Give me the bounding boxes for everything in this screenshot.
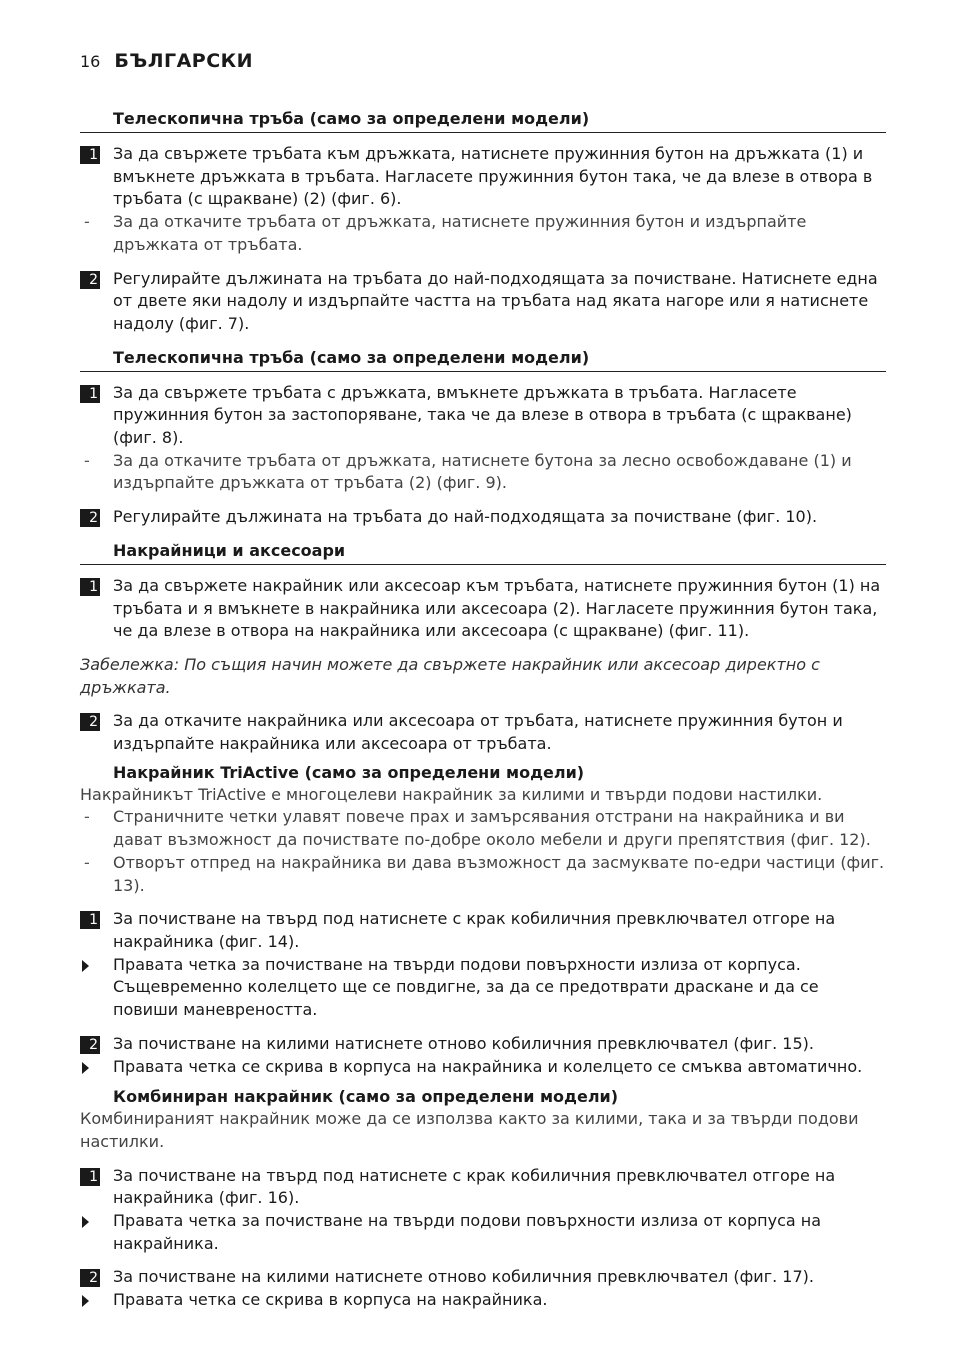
section-title: Накрайник TriActive (само за определени модели)	[113, 762, 585, 782]
dash-marker: -	[84, 212, 90, 232]
step-text: За да свържете накрайник или аксесоар към тръбата, натиснете пружинния бутон (1) на тръбата и я вмъкнете в накрайника или аксесоара (2). Нагласете пружинния бутон така, че да влезе в отвора на накрайника или аксесоара (с щракване) (фиг. 11).	[113, 575, 881, 641]
result-item	[80, 1289, 886, 1314]
step-text: За почистване на твърд под натиснете с крак кобиличния превключвател отгоре на накрайника (фиг. 14).	[113, 909, 836, 951]
result-text: Правата четка за почистване на твърди подови повърхности излиза от корпуса на накрайника.	[113, 1211, 822, 1253]
step-number: 2	[80, 1036, 100, 1054]
result-item	[80, 954, 886, 1022]
step-item	[80, 1266, 886, 1289]
result-text: Правата четка се скрива в корпуса на накрайника.	[113, 1290, 548, 1310]
step-number: 1	[80, 578, 100, 596]
dash-text: За да откачите тръбата от дръжката, натиснете бутона за лесно освобождаване (1) и издърпайте дръжката от тръбата (2) (фиг. 9).	[113, 450, 852, 493]
step-number: 2	[80, 509, 100, 527]
step-item	[80, 710, 886, 755]
dash-text: Страничните четки улавят повече прах и замърсявания отстрани на накрайника и ви дават възможност да почиствате по-добре около мебели и други препятствия (фиг. 12).	[113, 807, 871, 850]
section-title: Комбиниран накрайник (само за определени модели)	[113, 1087, 619, 1107]
step-item	[80, 1033, 886, 1056]
step-text: Регулирайте дължината на тръбата до най-подходящата за почистване. Натиснете една от двете яки надолу и издърпайте частта на тръбата над яката нагоре или я натиснете надолу (фиг. 7).	[113, 268, 878, 333]
step-text: Регулирайте дължината на тръбата до най-подходящата за почистване (фиг. 10).	[113, 507, 818, 527]
triangle-bullet-icon	[82, 1062, 89, 1074]
step-item	[80, 268, 886, 336]
result-text: Правата четка се скрива в корпуса на накрайника и колелцето се смъква автоматично.	[113, 1056, 863, 1076]
dash-item	[80, 211, 886, 256]
step-item	[80, 143, 886, 211]
page-content	[80, 108, 886, 1314]
step-text: За да свържете тръбата с дръжката, вмъкнете дръжката в тръбата. Нагласете пружинния бутон за застопоряване, така че да влезе в отвора в тръбата (с щракване) (фиг. 8).	[113, 382, 852, 448]
dash-marker: -	[84, 807, 90, 827]
dash-item	[80, 450, 886, 495]
dash-item	[80, 806, 886, 851]
section-title: Накрайници и аксесоари	[80, 540, 886, 565]
step-number: 2	[80, 271, 100, 289]
dash-marker: -	[84, 450, 90, 470]
intro-text: Накрайникът TriActive е многоцелеви накрайник за килими и твърди подови настилки.	[80, 784, 823, 804]
step-text: За да откачите накрайника или аксесоара от тръбата, натиснете пружинния бутон и издърпайте накрайника или аксесоара от тръбата.	[113, 711, 843, 754]
step-item	[80, 506, 886, 529]
result-item	[80, 1210, 886, 1255]
step-text: За почистване на твърд под натиснете с крак кобиличния превключвател отгоре на накрайника (фиг. 16).	[113, 1165, 836, 1208]
step-item	[80, 575, 886, 643]
section-title: Телескопична тръба (само за определени модели)	[80, 347, 886, 372]
note-text: Забележка: По същия начин можете да свържете накрайник или аксесоар директно с дръжката.	[80, 654, 820, 697]
step-number: 2	[80, 713, 100, 731]
triangle-bullet-icon	[82, 1216, 89, 1228]
step-number: 2	[80, 1269, 100, 1287]
step-item	[80, 1165, 886, 1210]
step-item	[80, 382, 886, 450]
step-text: За почистване на килими натиснете отново кобиличния превключвател (фиг. 17).	[113, 1267, 814, 1287]
step-number: 1	[80, 146, 100, 164]
result-item	[80, 1056, 886, 1081]
triangle-bullet-icon	[82, 1295, 89, 1307]
triangle-bullet-icon	[82, 960, 89, 972]
step-number: 1	[80, 911, 100, 929]
page-header	[80, 50, 253, 72]
page-number: 16	[80, 52, 101, 71]
step-item	[80, 908, 886, 953]
dash-marker: -	[84, 852, 90, 872]
section-title: Телескопична тръба (само за определени модели)	[80, 108, 886, 133]
language-title: БЪЛГАРСКИ	[114, 50, 254, 72]
step-text: За да свържете тръбата към дръжката, натиснете пружинния бутон на дръжката (1) и вмъкнете дръжката в тръбата. Нагласете пружинния бутон така, че да влезе в отвора в тръбата (с щракване) (2) (фиг. 6).	[113, 144, 873, 209]
dash-text: За да откачите тръбата от дръжката, натиснете пружинния бутон и издърпайте дръжката от тръбата.	[113, 212, 807, 254]
result-text: Правата четка за почистване на твърди подови повърхности излиза от корпуса. Същевременно колелцето ще се повдигне, за да се предотврати драскане и да се повиши маневреността.	[113, 954, 819, 1020]
dash-item	[80, 852, 886, 897]
step-text: За почистване на килими натиснете отново кобиличния превключвател (фиг. 15).	[113, 1033, 814, 1053]
step-number: 1	[80, 1168, 100, 1186]
dash-text: Отворът отпред на накрайника ви дава възможност да засмуквате по-едри частици (фиг. 13).	[113, 852, 885, 895]
intro-text: Комбинираният накрайник може да се използва както за килими, така и за твърди подови настилки.	[80, 1109, 859, 1151]
step-number: 1	[80, 385, 100, 403]
